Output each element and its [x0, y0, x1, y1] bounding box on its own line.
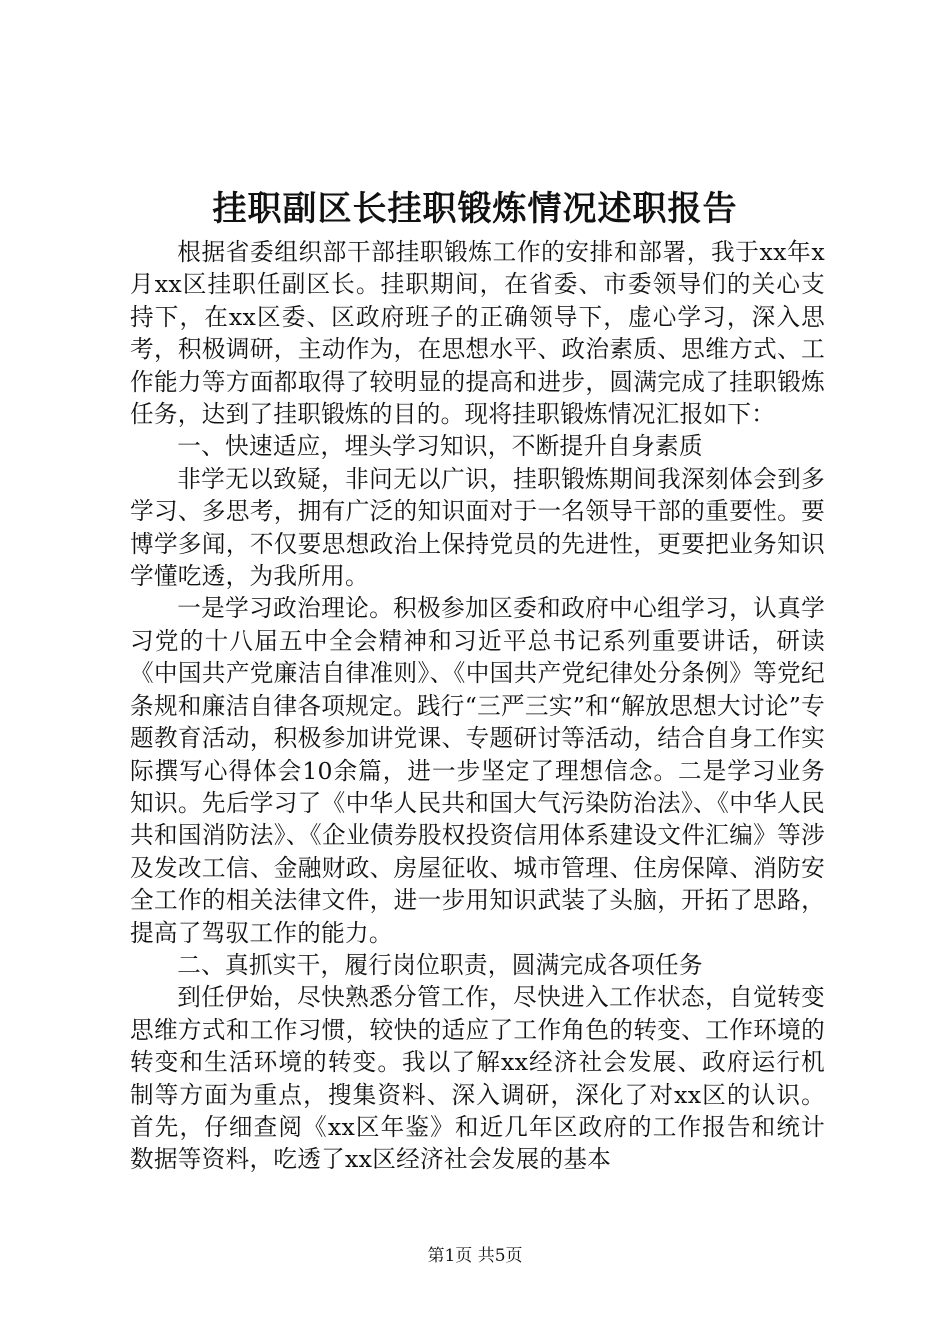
- document-title: 挂职副区长挂职锻炼情况述职报告: [212, 189, 738, 229]
- paragraph-section1-detail: 一是学习政治理论。积极参加区委和政府中心组学习，认真学习党的十八届五中全会精神和习近平总书记系列重要讲话，研读《中国共产党廉洁自律准则》、《中国共产党纪律处分条例》等党纪条规和廉洁自律各项规定。践行“三严三实”和“解放思想大讨论”专题教育活动，积极参加讲党课、专题研讨等活动，结合自身工作实际撰写心得体会10余篇，进一步坚定了理想信念。二是学习业务知识。先后学习了《中华人民共和国大气污染防治法》、《中华人民共和国消防法》、《企业债券股权投资信用体系建设文件汇编》等涉及发改工信、金融财政、房屋征收、城市管理、住房保障、消防安全工作的相关法律文件，进一步用知识武装了头脑，开拓了思路，提高了驾驭工作的能力。: [130, 594, 825, 947]
- document-body: [130, 236, 825, 1176]
- page-number-footer: 第1页 共5页: [427, 1246, 523, 1266]
- section-heading-2: 二、真抓实干，履行岗位职责，圆满完成各项任务: [177, 950, 703, 979]
- paragraph-section1-intro: 非学无以致疑，非问无以广识，挂职锻炼期间我深刻体会到多学习、多思考，拥有广泛的知识面对于一名领导干部的重要性。要博学多闻，不仅要思想政治上保持党员的先进性，更要把业务知识学懂吃透，为我所用。: [130, 464, 825, 591]
- paragraph-section2-intro: 到任伊始，尽快熟悉分管工作，尽快进入工作状态，自觉转变思维方式和工作习惯，较快的适应了工作角色的转变、工作环境的转变和生活环境的转变。我以了解xx经济社会发展、政府运行机制等方面为重点，搜集资料、深入调研，深化了对xx区的认识。首先，仔细查阅《xx区年鉴》和近几年区政府的工作报告和统计数据等资料，吃透了xx区经济社会发展的基本: [130, 983, 825, 1174]
- section-heading-1: 一、快速适应，埋头学习知识，不断提升自身素质: [177, 432, 703, 461]
- paragraph-intro: 根据省委组织部干部挂职锻炼工作的安排和部署，我于xx年x月xx区挂职任副区长。挂职期间，在省委、市委领导们的关心支持下，在xx区委、区政府班子的正确领导下，虚心学习，深入思考，积极调研，主动作为，在思想水平、政治素质、思维方式、工作能力等方面都取得了较明显的提高和进步，圆满完成了挂职锻炼任务，达到了挂职锻炼的目的。现将挂职锻炼情况汇报如下：: [130, 238, 825, 429]
